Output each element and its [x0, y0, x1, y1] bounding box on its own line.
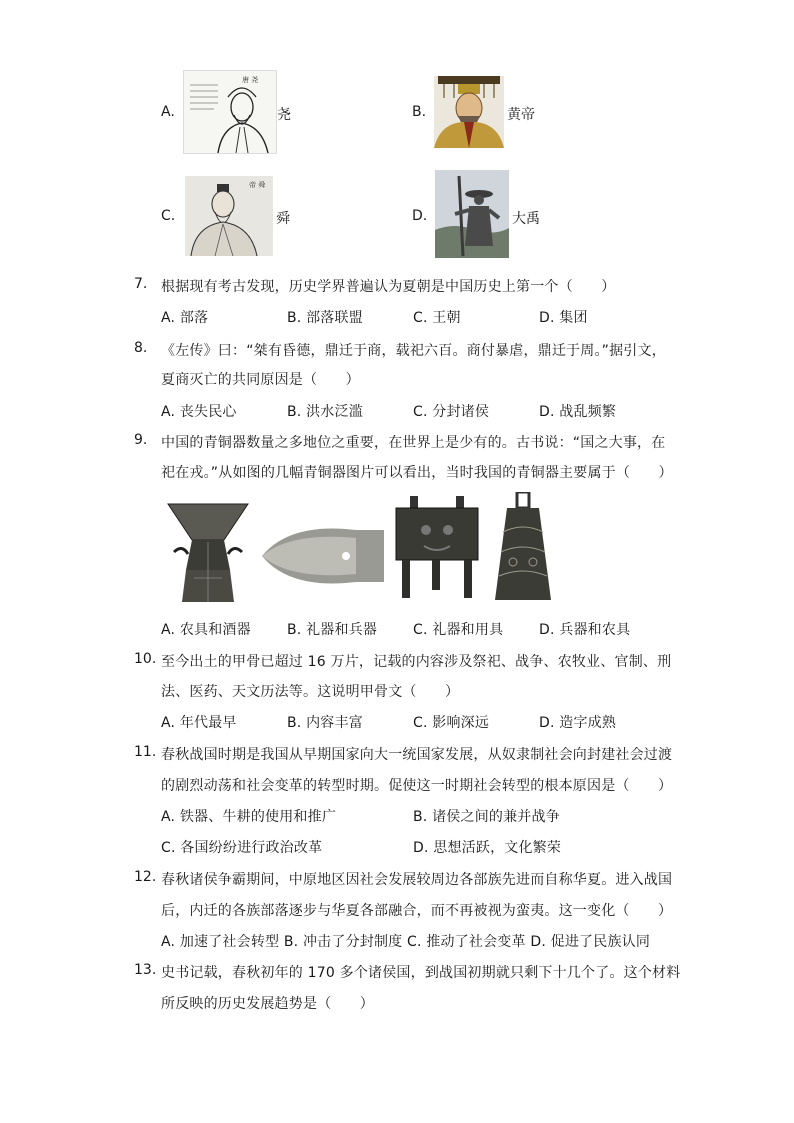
q9-option-a[interactable]: A. 农具和酒器	[161, 622, 251, 638]
q8-text-line2: 夏商灭亡的共同原因是（ ）	[161, 372, 360, 388]
q10-option-a[interactable]: A. 年代最早	[161, 715, 237, 731]
q6-option-a-letter: A.	[161, 104, 175, 120]
q11-text-line1: 春秋战国时期是我国从早期国家向大一统国家发展，从奴隶制社会向封建社会过渡	[161, 747, 673, 763]
q7-number: 7.	[134, 276, 148, 292]
q9-text-line2: 祀在戎。”从如图的几幅青铜器图片可以看出，当时我国的青铜器主要属于（ ）	[161, 465, 673, 481]
q6-option-d-label: 大禹	[512, 211, 540, 227]
q11-text-line2: 的剧烈动荡和社会变革的转型时期。促使这一时期社会转型的根本原因是（ ）	[161, 778, 673, 794]
shun-caption: 帝 舜	[249, 181, 266, 189]
yao-caption: 唐 尧	[242, 76, 259, 84]
q6-option-c-letter: C.	[161, 208, 176, 224]
q8-option-c[interactable]: C. 分封诸侯	[413, 404, 490, 420]
q7-option-c[interactable]: C. 王朝	[413, 310, 461, 326]
q12-text-line2: 后，内迁的各族部落逐步与华夏各部融合，而不再被视为蛮夷。这一变化（ ）	[161, 903, 673, 919]
q13-text-line2: 所反映的历史发展趋势是（ ）	[161, 996, 374, 1012]
q10-text-line2: 法、医药、天文历法等。这说明甲骨文（ ）	[161, 684, 460, 700]
q13-text-line1: 史书记载，春秋初年的 170 多个诸侯国，到战国初期就只剩下十几个了。这个材料	[161, 965, 681, 981]
q9-text-line1: 中国的青铜器数量之多地位之重要，在世界上是少有的。古书说：“国之大事，在	[161, 435, 666, 451]
bronze-bell-image	[491, 492, 555, 604]
bronze-ge-dagger-axe-image	[260, 518, 386, 592]
q12-number: 12.	[134, 869, 157, 885]
q10-option-c[interactable]: C. 影响深远	[413, 715, 490, 731]
yao-portrait-image	[183, 70, 277, 154]
q9-option-c[interactable]: C. 礼器和用具	[413, 622, 504, 638]
q7-text: 根据现有考古发现，历史学界普遍认为夏朝是中国历史上第一个（ ）	[161, 279, 616, 295]
q7-option-d[interactable]: D. 集团	[539, 310, 588, 326]
q8-text-line1: 《左传》曰：“桀有昏德，鼎迁于商，载祀六百。商付暴虐，鼎迁于周。”据引文，	[161, 343, 666, 359]
q10-option-b[interactable]: B. 内容丰富	[287, 715, 363, 731]
q6-option-d-letter: D.	[412, 208, 428, 224]
q8-option-d[interactable]: D. 战乱频繁	[539, 404, 617, 420]
q7-option-b[interactable]: B. 部落联盟	[287, 310, 363, 326]
q10-text-line1: 至今出土的甲骨已超过 16 万片，记载的内容涉及祭祀、战争、农牧业、官制、刑	[161, 654, 672, 670]
q13-number: 13.	[134, 962, 157, 978]
q11-option-a[interactable]: A. 铁器、牛耕的使用和推广	[161, 809, 337, 825]
q9-number: 9.	[134, 432, 148, 448]
q6-option-a-label: 尧	[277, 107, 291, 123]
q8-number: 8.	[134, 340, 148, 356]
q11-option-d[interactable]: D. 思想活跃，文化繁荣	[413, 840, 562, 856]
q12-text-line1: 春秋诸侯争霸期间，中原地区因社会发展较周边各部族先进而自称华夏。进入战国	[161, 872, 673, 888]
q6-option-b-letter: B.	[412, 104, 427, 120]
q12-options[interactable]: A. 加速了社会转型 B. 冲击了分封制度 C. 推动了社会变革 D. 促进了民族认同	[161, 934, 651, 950]
shun-portrait-image	[185, 176, 273, 256]
q9-option-b[interactable]: B. 礼器和兵器	[287, 622, 378, 638]
dayu-statue-image	[435, 170, 509, 258]
q8-option-b[interactable]: B. 洪水泛滥	[287, 404, 363, 420]
q11-option-c[interactable]: C. 各国纷纷进行政治改革	[161, 840, 323, 856]
q7-option-a[interactable]: A. 部落	[161, 310, 209, 326]
q9-option-d[interactable]: D. 兵器和农具	[539, 622, 631, 638]
huangdi-portrait-image	[434, 76, 504, 148]
q11-number: 11.	[134, 744, 157, 760]
q11-option-b[interactable]: B. 诸侯之间的兼并战争	[413, 809, 560, 825]
q8-option-a[interactable]: A. 丧失民心	[161, 404, 237, 420]
q10-option-d[interactable]: D. 造字成熟	[539, 715, 617, 731]
q6-option-b-label: 黄帝	[507, 107, 535, 123]
q6-option-c-label: 舜	[276, 211, 290, 227]
bronze-ding-cauldron-image	[388, 494, 486, 600]
q10-number: 10.	[134, 651, 157, 667]
bronze-zun-wine-vessel-image	[164, 498, 252, 606]
